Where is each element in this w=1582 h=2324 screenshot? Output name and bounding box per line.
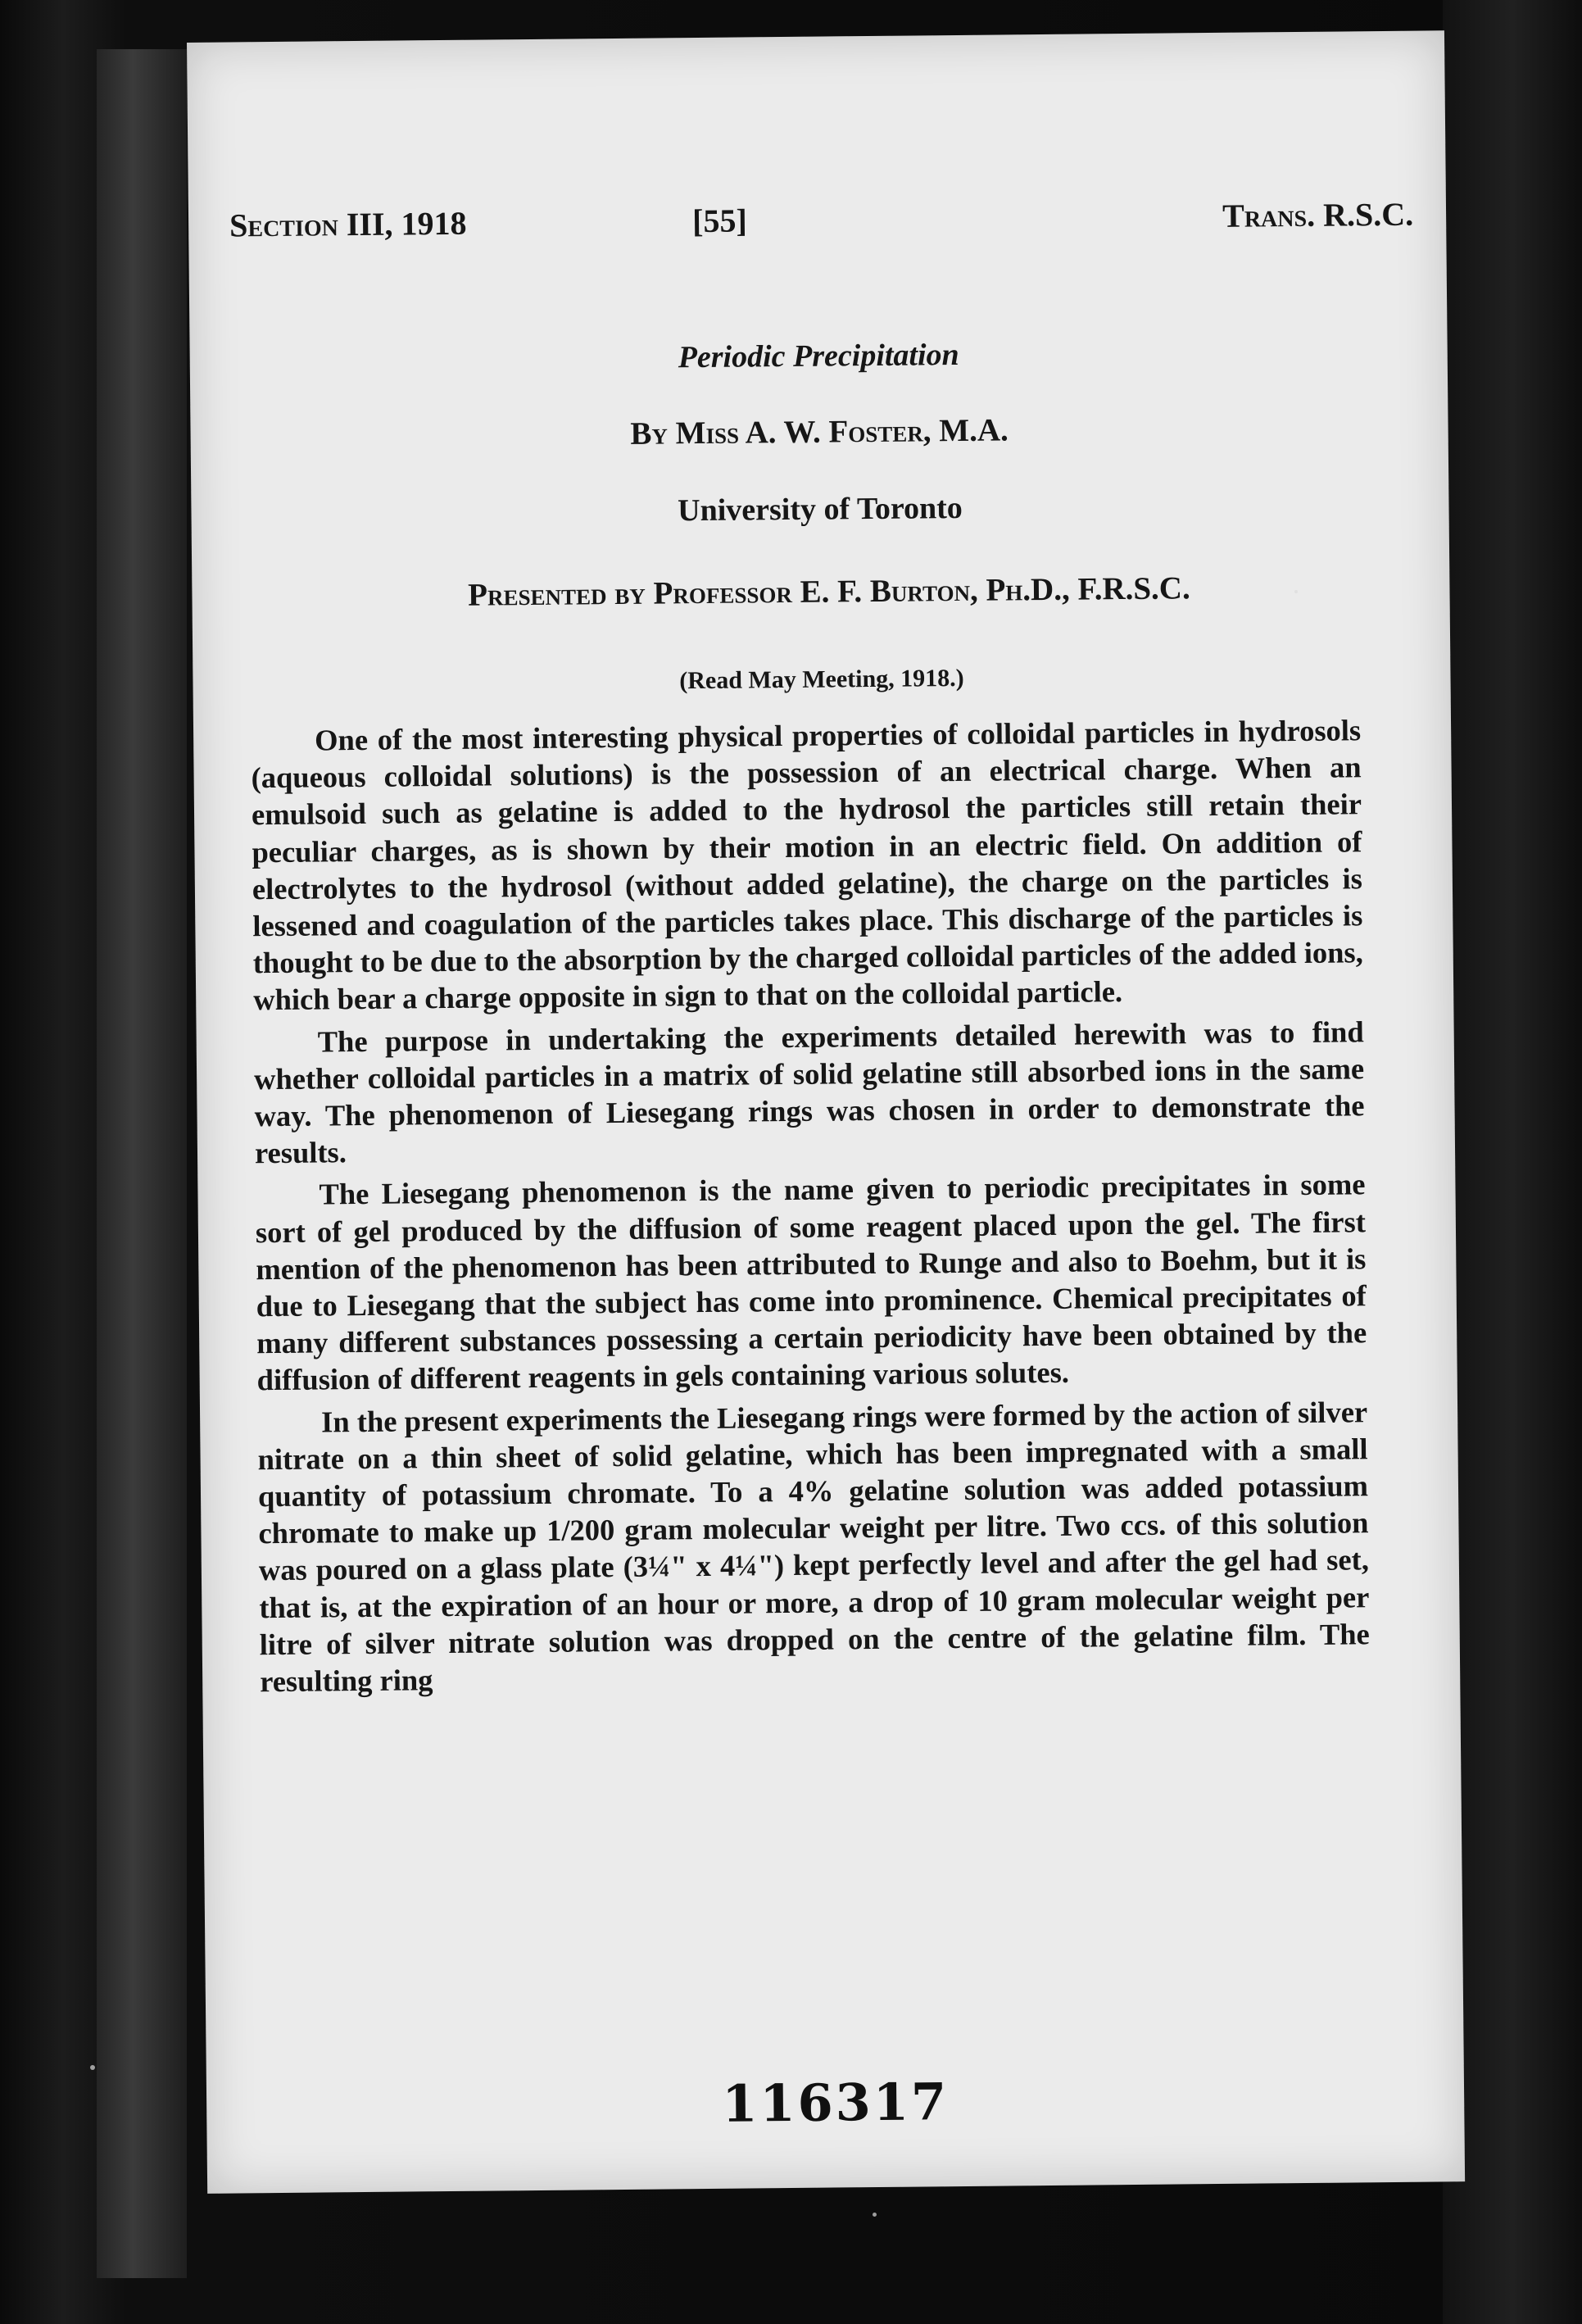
author-affiliation: University of Toronto [677, 490, 963, 529]
article-title: Periodic Precipitation [678, 337, 959, 375]
article-author: By Miss A. W. Foster, M.A. [630, 412, 1009, 452]
dust-speck [873, 2213, 877, 2217]
running-head-journal: Trans. R.S.C. [1222, 195, 1414, 234]
film-edge-right [1443, 0, 1582, 2324]
dust-speck [1294, 590, 1298, 593]
presenter-line: Presented by Professor E. F. Burton, Ph.D., F.R.S.C. [467, 570, 1190, 613]
read-note: (Read May Meeting, 1918.) [679, 664, 964, 695]
body-paragraph-4: In the present experiments the Liesegang rings were formed by the action of silver nitrate on a thin sheet of solid gelatine, which has been impregnated with a small quantity of potassium chromate. To a 4% gelatine solution was added potassium chromate to make up 1/200 gram molecular weight per litre. Two ccs. of this solution was poured on a glass plate (3¼" x 4¼") kept perfectly level and after the gel had set, that is, at the expiration of an hour or more, a drop of 10 gram molecular weight per litre of silver nitrate solution was dropped on the centre of the gelatine film. The resulting ring [257, 1394, 1370, 1699]
paper-page [187, 30, 1465, 2194]
body-paragraph-2: The purpose in undertaking the experiments detailed herewith was to find whether colloidal particles in a matrix of solid gelatine still absorbed ions in the same way. The phenomenon of Liesegang rings was chosen in order to demonstrate the results. [253, 1014, 1365, 1170]
running-head-page-number: [55] [691, 202, 747, 240]
dust-speck [90, 2065, 95, 2070]
body-paragraph-1: One of the most interesting physical properties of colloidal particles in hydrosols (aqueous colloidal solutions) is the possession of an electrical charge. When an emulsoid such as gelatine is added to the hydrosol the particles still retain their peculiar charges, as is shown by their motion in an electric field. On addition of electrolytes to the hydrosol (without added gelatine), the charge on the particles is lessened and coagulation of the particles takes place. This discharge of the particles is thought to be due to the absorption by the charged colloidal particles of the added ions, which bear a charge opposite in sign to that on the colloidal particle. [251, 713, 1363, 1017]
article-body [251, 711, 1370, 1704]
running-head-section: Section III, 1918 [229, 204, 467, 244]
body-paragraph-3: The Liesegang phenomenon is the name given to periodic precipitates in some sort of gel produced by the diffusion of some reagent placed upon the gel. The first mention of the phenomenon has been attributed to Runge and also to Boehm, but it is due to Liesegang that the subject has come into prominence. Chemical precipitates of many different substances possessing a certain periodicity have been obtained by the diffusion of different reagents in gels containing various solutes. [255, 1167, 1367, 1397]
archive-stamp-number: 116317 [721, 2072, 950, 2134]
film-edge-left [97, 49, 187, 2278]
running-head [229, 195, 1422, 256]
